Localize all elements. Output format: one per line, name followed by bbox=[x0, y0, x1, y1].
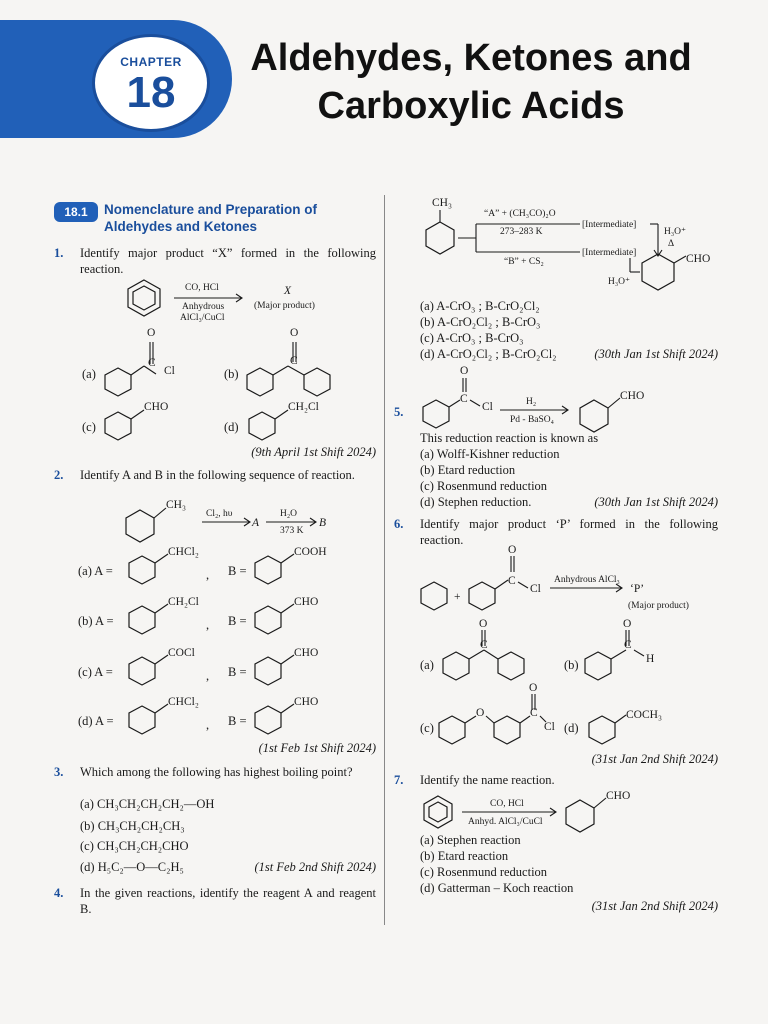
q1-source: (9th April 1st Shift 2024) bbox=[251, 445, 376, 459]
q3-option-c[interactable]: (c) CH₃CH₂CH₂CHO bbox=[80, 839, 189, 853]
chapter-number: 18 bbox=[126, 68, 176, 117]
q5-option-b[interactable]: (b) Etard reduction bbox=[420, 463, 516, 477]
svg-text:O: O bbox=[476, 707, 485, 719]
q1-option-c[interactable]: (c) bbox=[82, 420, 96, 434]
q6-option-d-structure bbox=[584, 702, 714, 744]
chapter-label: CHAPTER bbox=[120, 55, 182, 69]
benzene-ring-icon bbox=[304, 368, 330, 396]
q2-option-b-b-eq: B = bbox=[228, 614, 247, 628]
benzene-ring-icon bbox=[255, 706, 281, 734]
q7-option-b[interactable]: (b) Etard reaction bbox=[420, 849, 509, 863]
q7-option-c[interactable]: (c) Rosenmund reduction bbox=[420, 865, 548, 879]
svg-text:(Major product): (Major product) bbox=[628, 601, 689, 611]
q1-option-d[interactable]: (d) bbox=[224, 420, 239, 434]
svg-text:B: B bbox=[319, 517, 327, 529]
q4-option-d[interactable]: (d) A-CrO₂Cl₂ ; B-CrO₂Cl₂ bbox=[420, 347, 557, 361]
svg-text:COCl: COCl bbox=[168, 647, 195, 659]
q6-number: 6. bbox=[394, 517, 404, 531]
q3-option-d[interactable]: (d) H₅C₂—O—C₂H₅ bbox=[80, 860, 184, 874]
q4-option-a[interactable]: (a) A-CrO₃ ; B-CrO₂Cl₂ bbox=[420, 299, 540, 313]
svg-text:H₂O: H₂O bbox=[280, 509, 298, 519]
svg-text:Cl: Cl bbox=[482, 401, 493, 413]
chloromethyl-label: CH₂Cl bbox=[288, 401, 319, 413]
q5-option-a[interactable]: (a) Wolff-Kishner reduction bbox=[420, 447, 560, 461]
q1-product-note: (Major product) bbox=[254, 301, 315, 311]
svg-text:‘P’: ‘P’ bbox=[630, 583, 645, 595]
q2-text: Identify A and B in the following sequence of reaction. bbox=[80, 468, 355, 482]
chapter-title bbox=[236, 34, 706, 130]
q2-option-c-structure-b bbox=[250, 645, 370, 685]
benzene-ring-icon bbox=[469, 582, 495, 610]
q2-reaction-scheme bbox=[120, 498, 370, 542]
q4-reaction-scheme bbox=[418, 194, 718, 294]
svg-text:C: C bbox=[148, 357, 156, 369]
q1-option-d-structure bbox=[244, 398, 344, 442]
benzene-ring-icon bbox=[566, 800, 594, 832]
svg-text:COCH₃: COCH₃ bbox=[626, 709, 662, 721]
q7-option-a[interactable]: (a) Stephen reaction bbox=[420, 833, 521, 847]
benzene-ring-icon bbox=[589, 716, 615, 744]
q4-option-c[interactable]: (c) A-CrO₃ ; B-CrO₃ bbox=[420, 331, 524, 345]
column-divider bbox=[384, 195, 385, 925]
benzene-ring-icon bbox=[129, 556, 155, 584]
svg-text:C: C bbox=[480, 639, 488, 651]
svg-text:CH₂Cl: CH₂Cl bbox=[168, 596, 199, 608]
section-title-line2: Aldehydes and Ketones bbox=[104, 219, 258, 234]
q2-comma: , bbox=[206, 568, 210, 582]
benzene-ring-icon bbox=[421, 582, 447, 610]
q7-number: 7. bbox=[394, 773, 404, 787]
svg-text:O: O bbox=[290, 327, 299, 339]
q3-option-b[interactable]: (b) CH₃CH₂CH₂CH₃ bbox=[80, 819, 185, 833]
q6-option-a[interactable]: (a) bbox=[420, 658, 434, 672]
svg-text:O: O bbox=[479, 618, 488, 630]
svg-text:CHCl₂: CHCl₂ bbox=[168, 546, 199, 558]
q2-option-b[interactable]: (b) A = bbox=[78, 614, 114, 628]
q3-source: (1st Feb 2nd Shift 2024) bbox=[254, 860, 376, 874]
benzene-ring-icon bbox=[126, 510, 154, 542]
svg-text:CHO: CHO bbox=[294, 596, 319, 608]
svg-text:O: O bbox=[529, 682, 538, 694]
chapter-badge bbox=[92, 34, 210, 132]
benzene-ring-icon bbox=[249, 412, 275, 440]
svg-text:C: C bbox=[460, 393, 468, 405]
benzene-ring-icon bbox=[642, 254, 674, 290]
q4-text: In the given reactions, identify the reagent A and reagent B. bbox=[80, 886, 376, 916]
benzene-ring-icon bbox=[580, 400, 608, 432]
q2-option-a-structure-b bbox=[250, 544, 370, 584]
q5-reaction-scheme bbox=[418, 364, 718, 428]
q5-option-c[interactable]: (c) Rosenmund reduction bbox=[420, 479, 548, 493]
q2-comma: , bbox=[206, 618, 210, 632]
q3-text: Which among the following has highest boiling point? bbox=[80, 765, 353, 779]
benzene-ring-icon bbox=[129, 657, 155, 685]
svg-text:“B” + CS₂: “B” + CS₂ bbox=[504, 257, 544, 267]
svg-text:CHO: CHO bbox=[606, 790, 631, 802]
svg-text:Cl: Cl bbox=[544, 721, 555, 733]
svg-text:CHO: CHO bbox=[294, 647, 319, 659]
q1-option-b[interactable]: (b) bbox=[224, 367, 239, 381]
q1-reagent-bottom1: Anhydrous bbox=[182, 302, 225, 312]
svg-text:CH₃: CH₃ bbox=[166, 499, 186, 511]
q6-source: (31st Jan 2nd Shift 2024) bbox=[591, 752, 718, 766]
aldehyde-label: CHO bbox=[144, 401, 169, 413]
q1-reagent-top: CO, HCl bbox=[185, 283, 219, 293]
q7-text: Identify the name reaction. bbox=[420, 773, 555, 787]
q2-option-c-b-eq: B = bbox=[228, 665, 247, 679]
benzene-ring-icon bbox=[105, 368, 131, 396]
svg-text:O: O bbox=[147, 327, 156, 339]
benzene-ring-icon bbox=[247, 368, 273, 396]
q2-option-d-structure-b bbox=[250, 694, 370, 734]
benzene-ring-icon bbox=[423, 400, 449, 428]
q4-option-b[interactable]: (b) A-CrO₂Cl₂ ; B-CrO₃ bbox=[420, 315, 541, 329]
benzene-ring-icon bbox=[129, 706, 155, 734]
svg-text:H₃O⁺: H₃O⁺ bbox=[608, 277, 631, 287]
benzene-ring-icon bbox=[426, 222, 454, 254]
svg-text:+: + bbox=[454, 591, 461, 603]
svg-text:“A” + (CH₃CO)₂O: “A” + (CH₃CO)₂O bbox=[484, 209, 556, 219]
svg-text:C: C bbox=[290, 355, 298, 367]
svg-text:CHO: CHO bbox=[686, 253, 711, 265]
svg-text:Anhyd. AlCl₃/CuCl: Anhyd. AlCl₃/CuCl bbox=[468, 817, 543, 827]
benzene-ring-icon bbox=[494, 716, 520, 744]
q1-option-a[interactable]: (a) bbox=[82, 367, 96, 381]
svg-text:Anhydrous AlCl₃: Anhydrous AlCl₃ bbox=[554, 575, 620, 585]
q2-option-d[interactable]: (d) A = bbox=[78, 714, 114, 728]
q5-source: (30th Jan 1st Shift 2024) bbox=[594, 495, 718, 509]
q2-comma: , bbox=[206, 669, 210, 683]
svg-text:C: C bbox=[624, 639, 632, 651]
svg-text:CO, HCl: CO, HCl bbox=[490, 799, 524, 809]
svg-text:COOH: COOH bbox=[294, 546, 327, 558]
svg-text:Δ: Δ bbox=[668, 239, 675, 249]
q5-number: 5. bbox=[394, 405, 404, 419]
benzene-ring-icon bbox=[255, 657, 281, 685]
svg-text:O: O bbox=[623, 618, 632, 630]
q6-text: Identify major product ‘P’ formed in the following reaction. bbox=[420, 517, 718, 547]
svg-text:H₂: H₂ bbox=[526, 397, 537, 407]
benzene-ring-icon bbox=[585, 652, 611, 680]
benzene-ring-icon bbox=[443, 652, 469, 680]
section-number: 18.1 bbox=[54, 202, 98, 222]
q1-option-c-structure bbox=[100, 398, 200, 442]
benzene-ring-icon bbox=[255, 556, 281, 584]
q5-option-d[interactable]: (d) Stephen reduction. bbox=[420, 495, 532, 509]
q2-option-c[interactable]: (c) A = bbox=[78, 665, 113, 679]
benzene-ring-icon bbox=[128, 280, 160, 316]
q6-option-c[interactable]: (c) bbox=[420, 721, 434, 735]
q2-number: 2. bbox=[54, 468, 64, 482]
q5-text: This reduction reaction is known as bbox=[420, 431, 599, 445]
q1-reagent-bottom2: AlCl₃/CuCl bbox=[180, 313, 225, 323]
q6-option-d[interactable]: (d) bbox=[564, 721, 579, 735]
svg-text:373 K: 373 K bbox=[280, 526, 304, 536]
q6-option-b[interactable]: (b) bbox=[564, 658, 579, 672]
q2-option-a[interactable]: (a) A = bbox=[78, 564, 113, 578]
svg-text:CHCl₂: CHCl₂ bbox=[168, 696, 199, 708]
svg-text:[Intermediate]: [Intermediate] bbox=[582, 248, 637, 258]
q6-option-b-structure bbox=[582, 618, 682, 680]
section-title bbox=[104, 201, 374, 235]
q3-option-a[interactable]: (a) CH₃CH₂CH₂CH₂—OH bbox=[80, 797, 215, 811]
q2-option-b-structure-b bbox=[250, 594, 370, 634]
q1-reaction-scheme bbox=[120, 276, 370, 326]
svg-text:H₃O⁺: H₃O⁺ bbox=[664, 227, 687, 237]
svg-text:Cl₂, hυ: Cl₂, hυ bbox=[206, 509, 233, 519]
svg-text:H: H bbox=[646, 653, 655, 665]
svg-text:CH₃: CH₃ bbox=[432, 197, 452, 209]
q4-number: 4. bbox=[54, 886, 64, 900]
q1-number: 1. bbox=[54, 246, 64, 260]
q3-number: 3. bbox=[54, 765, 64, 779]
q4-source: (30th Jan 1st Shift 2024) bbox=[594, 347, 718, 361]
benzene-ring-icon bbox=[129, 606, 155, 634]
svg-text:O: O bbox=[460, 365, 469, 377]
q1-option-a-structure bbox=[100, 326, 200, 396]
q2-option-a-b-eq: B = bbox=[228, 564, 247, 578]
svg-text:CHO: CHO bbox=[620, 390, 645, 402]
benzene-ring-icon bbox=[498, 652, 524, 680]
q2-comma: , bbox=[206, 718, 210, 732]
chapter-title-line2: Carboxylic Acids bbox=[317, 85, 625, 127]
q7-reaction-scheme bbox=[418, 788, 678, 832]
q2-option-d-b-eq: B = bbox=[228, 714, 247, 728]
svg-text:A: A bbox=[252, 517, 260, 529]
svg-text:C: C bbox=[508, 575, 516, 587]
svg-text:Pd - BaSO₄: Pd - BaSO₄ bbox=[510, 415, 554, 425]
benzene-ring-icon bbox=[105, 412, 131, 440]
chloro-label: Cl bbox=[164, 365, 175, 377]
benzene-ring-icon bbox=[439, 716, 465, 744]
q7-source: (31st Jan 2nd Shift 2024) bbox=[591, 899, 718, 913]
q6-option-a-structure bbox=[440, 618, 540, 680]
benzene-ring-icon bbox=[424, 796, 452, 828]
benzene-ring-icon bbox=[255, 606, 281, 634]
q1-option-b-structure bbox=[244, 326, 344, 396]
q6-reaction-scheme bbox=[418, 544, 718, 610]
svg-text:C: C bbox=[530, 707, 538, 719]
chapter-title-line1: Aldehydes, Ketones and bbox=[250, 37, 692, 79]
svg-text:[Intermediate]: [Intermediate] bbox=[582, 220, 637, 230]
svg-text:CHO: CHO bbox=[294, 696, 319, 708]
svg-text:Cl: Cl bbox=[530, 583, 541, 595]
q2-source: (1st Feb 1st Shift 2024) bbox=[258, 741, 376, 755]
section-title-line1: Nomenclature and Preparation of bbox=[104, 202, 318, 217]
q7-option-d[interactable]: (d) Gatterman – Koch reaction bbox=[420, 881, 574, 895]
q1-product: X bbox=[284, 285, 292, 297]
q1-text: Identify major product “X” formed in the following reaction. bbox=[80, 246, 376, 276]
svg-text:O: O bbox=[508, 544, 517, 556]
svg-text:273–283 K: 273–283 K bbox=[500, 227, 543, 237]
